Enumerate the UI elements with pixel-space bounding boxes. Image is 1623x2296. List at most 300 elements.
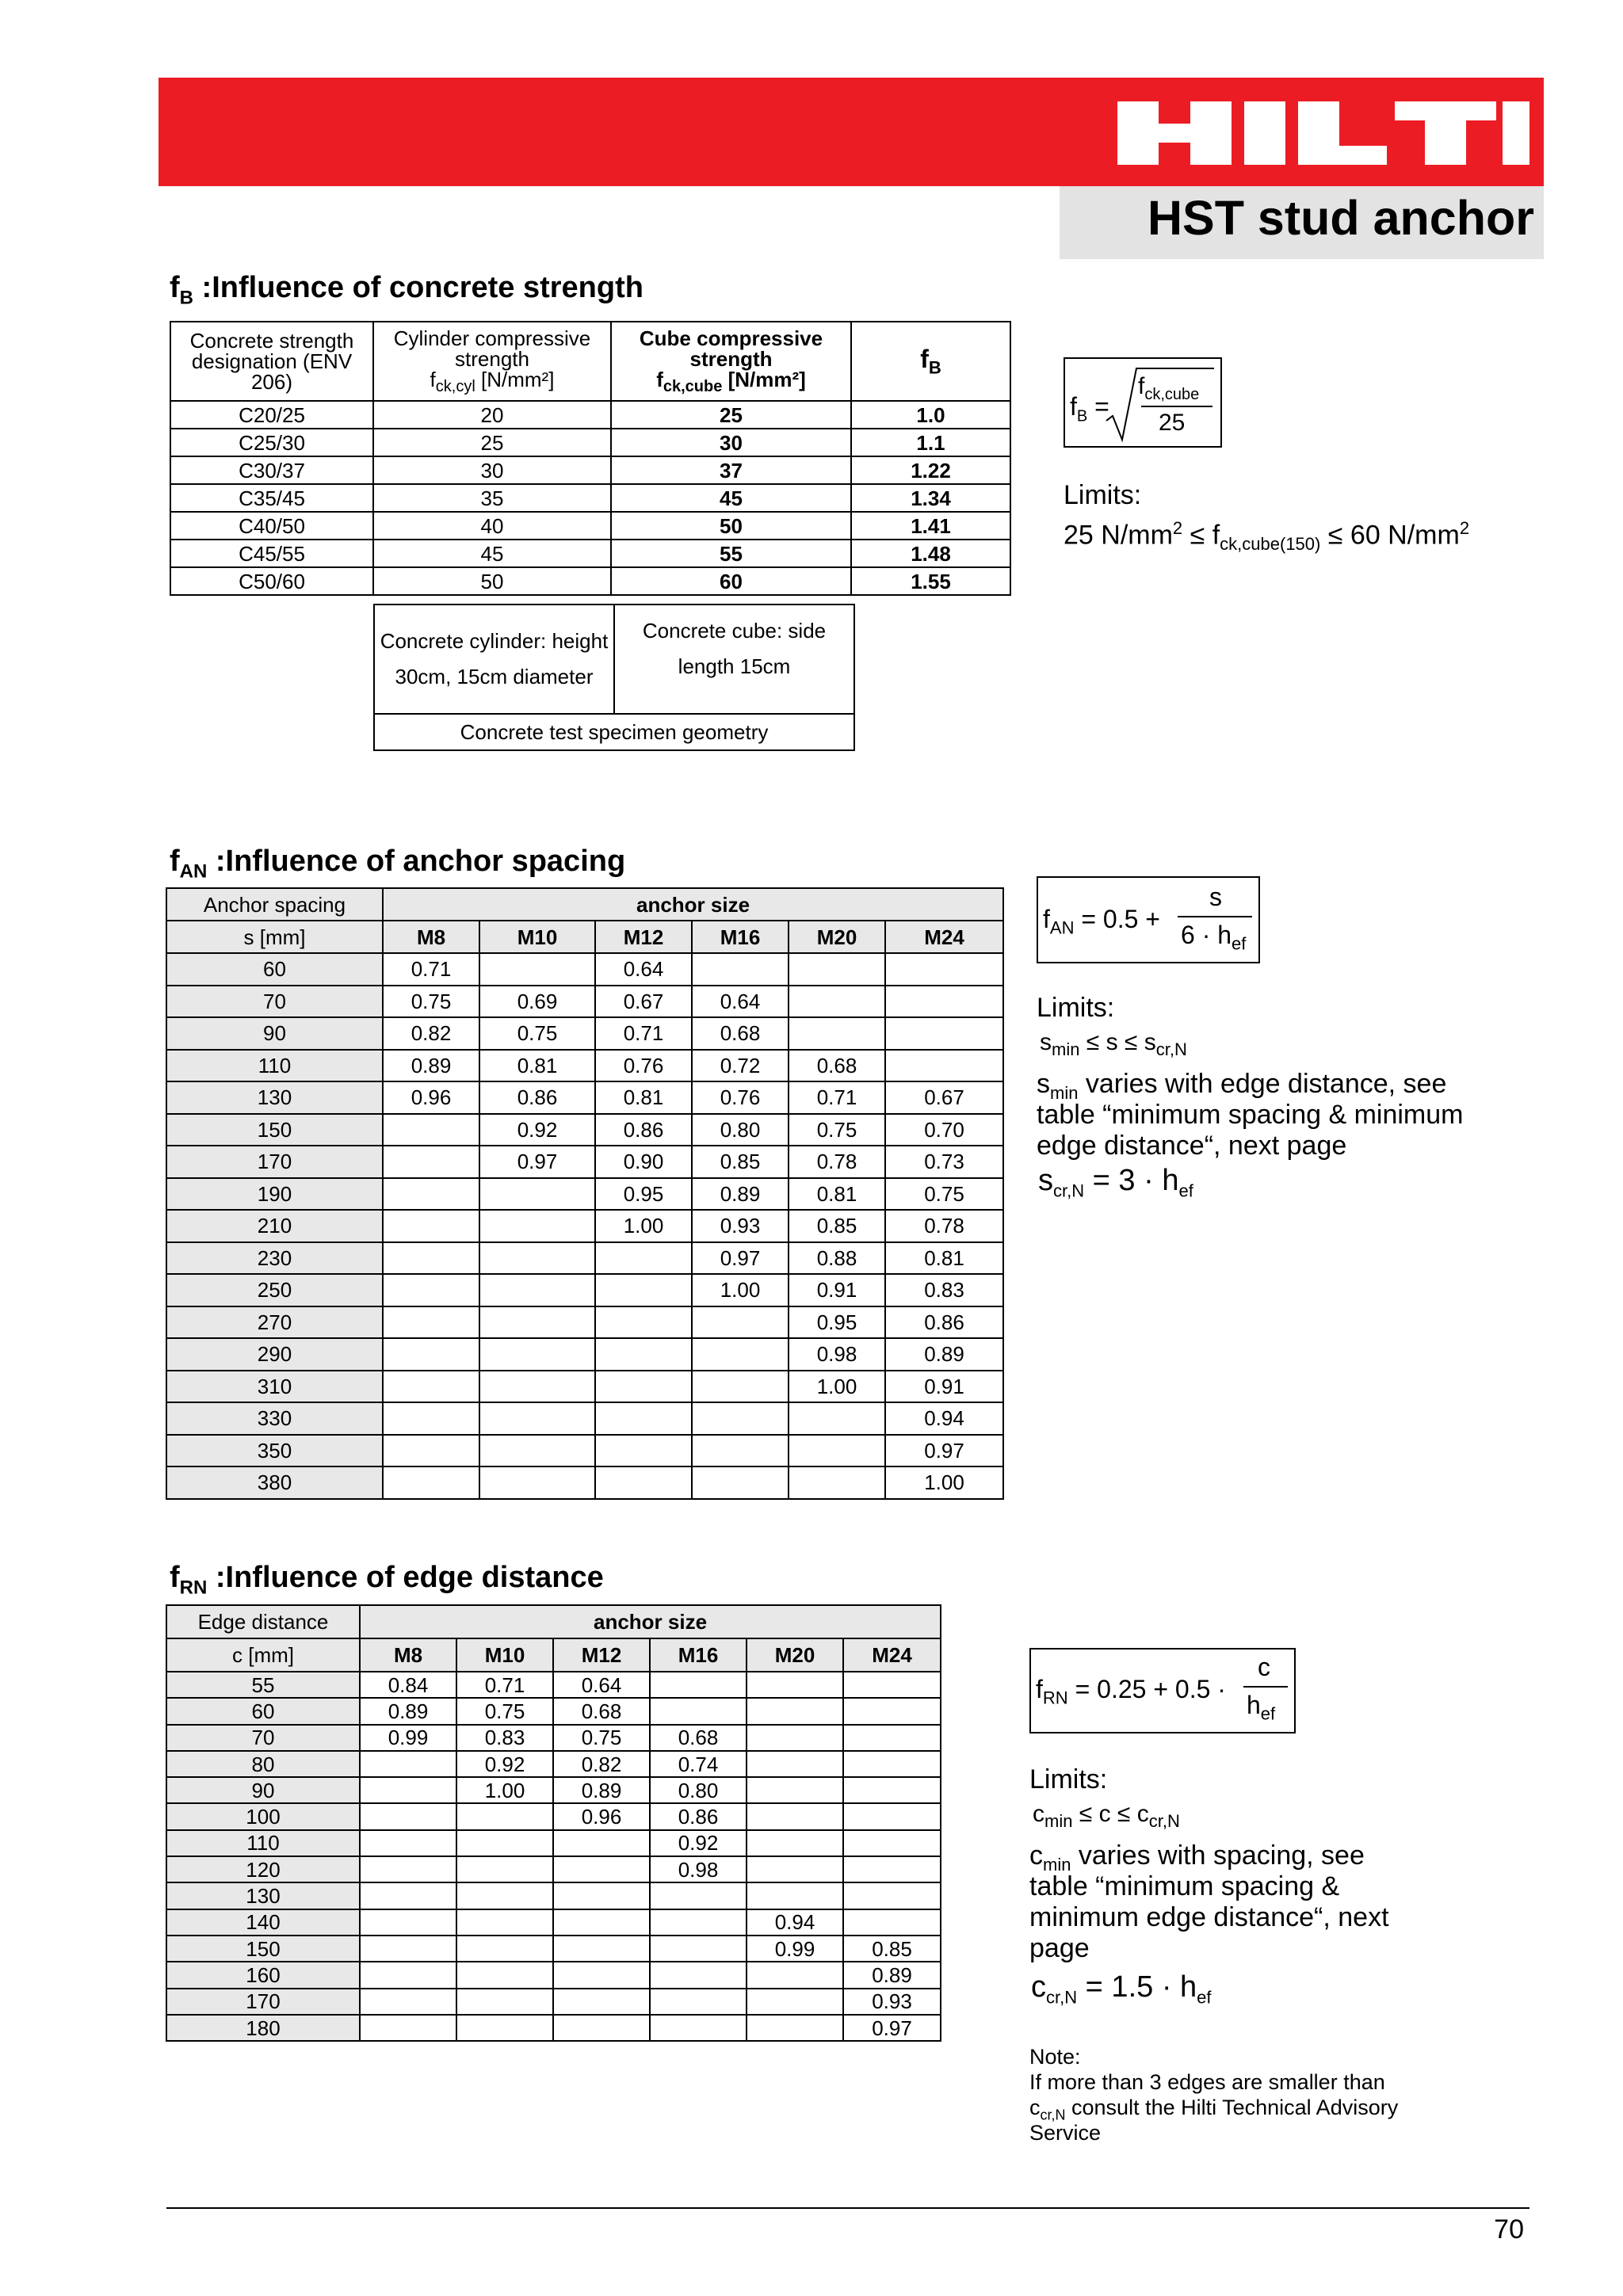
- table-cell: [383, 1371, 479, 1403]
- table-cell: 0.92: [650, 1830, 747, 1856]
- table-cell: [360, 1909, 456, 1936]
- table-cell: 130: [166, 1081, 383, 1114]
- table-cell: 0.71: [383, 953, 479, 986]
- table-row: [170, 484, 1010, 512]
- table-cell: 290: [166, 1338, 383, 1371]
- table-cell: 210: [166, 1210, 383, 1242]
- page-number: 70: [1494, 2214, 1524, 2245]
- table-cell: 0.73: [885, 1146, 1003, 1178]
- table-cell: 50: [611, 512, 851, 540]
- table-cell: [479, 1274, 595, 1306]
- table-cell: [747, 1856, 843, 1882]
- table-cell: [747, 1672, 843, 1698]
- table-cell: [479, 1242, 595, 1275]
- footer-rule: [166, 2207, 1529, 2209]
- table-row: [166, 1936, 941, 1962]
- table-cell: 1.41: [851, 512, 1010, 540]
- table-cell: 0.93: [843, 1989, 941, 2015]
- table-row: [166, 986, 1003, 1018]
- table-cell: 0.89: [360, 1698, 456, 1724]
- table-cell: 25: [373, 429, 611, 456]
- table-cell: 0.95: [595, 1178, 692, 1211]
- table-row: [170, 567, 1010, 595]
- table-cell: [383, 1338, 479, 1371]
- table-cell: 0.99: [747, 1936, 843, 1962]
- fan-scr-formula: $s_{cr,N} = 3 \cdot h_{ef}$: [1038, 1164, 1193, 1201]
- table-cell: [747, 2015, 843, 2041]
- table-row: [170, 512, 1010, 540]
- table-cell: [843, 1777, 941, 1803]
- table-cell: [383, 1466, 479, 1499]
- table-cell: [456, 1830, 553, 1856]
- table-cell: C50/60: [170, 567, 373, 595]
- table-cell: [595, 1338, 692, 1371]
- table-row: [170, 429, 1010, 456]
- table-row: [166, 1672, 941, 1698]
- table-cell: [595, 1371, 692, 1403]
- table-cell: 1.22: [851, 456, 1010, 484]
- table-cell: 270: [166, 1306, 383, 1339]
- table-cell: [553, 1936, 650, 1962]
- table-cell: 0.94: [885, 1402, 1003, 1435]
- table-cell: [383, 1402, 479, 1435]
- table-cell: C35/45: [170, 484, 373, 512]
- table-cell: [479, 1371, 595, 1403]
- table-cell: [456, 1882, 553, 1909]
- frn-head-left-1: Edge distance: [166, 1605, 360, 1638]
- table-cell: 180: [166, 2015, 360, 2041]
- table-cell: [360, 1803, 456, 1829]
- table-cell: [747, 1882, 843, 1909]
- table-cell: 0.89: [885, 1338, 1003, 1371]
- table-cell: [843, 1698, 941, 1724]
- table-cell: 0.78: [789, 1146, 885, 1178]
- table-cell: [747, 1751, 843, 1777]
- table-cell: [360, 1962, 456, 1988]
- table-cell: 170: [166, 1146, 383, 1178]
- fan-table: [166, 887, 1004, 1500]
- table-cell: 140: [166, 1909, 360, 1936]
- table-cell: 80: [166, 1751, 360, 1777]
- table-cell: 130: [166, 1882, 360, 1909]
- specimen-cylinder: Concrete cylinder: height 30cm, 15cm diameter: [374, 605, 614, 714]
- table-row: [170, 456, 1010, 484]
- table-cell: [843, 1803, 941, 1829]
- table-cell: 230: [166, 1242, 383, 1275]
- table-cell: 0.75: [383, 986, 479, 1018]
- table-cell: [747, 1725, 843, 1751]
- table-row: [166, 1882, 941, 1909]
- table-cell: 0.85: [789, 1210, 885, 1242]
- col-header-size: M12: [553, 1638, 650, 1672]
- table-cell: 0.69: [479, 986, 595, 1018]
- frn-formula-lhs: $f_{RN} = 0.25 + 0.5$ ·: [1036, 1675, 1226, 1708]
- table-cell: 45: [611, 484, 851, 512]
- frn-note-line-2: table “minimum spacing &: [1029, 1871, 1340, 1901]
- fan-note-line-2: table “minimum spacing & minimum: [1037, 1100, 1464, 1130]
- table-cell: [650, 1936, 747, 1962]
- table-cell: 0.82: [383, 1017, 479, 1050]
- table-cell: [650, 1698, 747, 1724]
- fan-formula-box: [1037, 876, 1260, 963]
- table-cell: 0.99: [360, 1725, 456, 1751]
- table-cell: [885, 1017, 1003, 1050]
- table-cell: 0.68: [650, 1725, 747, 1751]
- table-cell: [843, 1830, 941, 1856]
- table-cell: [692, 1371, 789, 1403]
- table-cell: 0.92: [479, 1114, 595, 1146]
- table-cell: [553, 1882, 650, 1909]
- table-cell: 0.82: [553, 1751, 650, 1777]
- table-cell: 0.89: [553, 1777, 650, 1803]
- table-cell: 0.86: [650, 1803, 747, 1829]
- frn-head-group: anchor size: [360, 1605, 941, 1638]
- col-header-cube: Cube compressive strength $f_{ck,cube}$ [N/mm²]: [611, 322, 851, 401]
- table-cell: 90: [166, 1777, 360, 1803]
- table-cell: [360, 1777, 456, 1803]
- table-cell: 0.96: [383, 1081, 479, 1114]
- col-header-size: M8: [383, 921, 479, 953]
- table-cell: [383, 1146, 479, 1178]
- table-cell: 50: [373, 567, 611, 595]
- table-cell: 1.34: [851, 484, 1010, 512]
- table-cell: C20/25: [170, 401, 373, 429]
- table-row: [166, 1371, 1003, 1403]
- frn-limits: $c_{min} \le c \le c_{cr,N}$: [1033, 1801, 1180, 1831]
- table-cell: [595, 1402, 692, 1435]
- col-header-size: M24: [885, 921, 1003, 953]
- table-row: [166, 1178, 1003, 1211]
- table-cell: 0.83: [885, 1274, 1003, 1306]
- fb-table: [170, 321, 1011, 596]
- table-cell: [456, 1909, 553, 1936]
- fan-formula-lhs: $f_{AN} = 0.5$ +: [1043, 905, 1160, 938]
- col-header-size: M20: [747, 1638, 843, 1672]
- table-row: [166, 1856, 941, 1882]
- table-cell: [747, 1698, 843, 1724]
- table-cell: 0.97: [843, 2015, 941, 2041]
- table-cell: [650, 1672, 747, 1698]
- table-cell: 0.88: [789, 1242, 885, 1275]
- table-cell: 0.84: [360, 1672, 456, 1698]
- table-cell: 1.00: [595, 1210, 692, 1242]
- table-cell: 0.67: [885, 1081, 1003, 1114]
- table-row: [166, 1989, 941, 2015]
- table-cell: [456, 1803, 553, 1829]
- table-cell: 20: [373, 401, 611, 429]
- table-cell: 0.86: [595, 1114, 692, 1146]
- table-cell: 0.78: [885, 1210, 1003, 1242]
- table-row: [166, 1751, 941, 1777]
- table-cell: [456, 1989, 553, 2015]
- table-cell: 350: [166, 1435, 383, 1467]
- table-cell: 35: [373, 484, 611, 512]
- table-cell: 0.68: [692, 1017, 789, 1050]
- fb-formula-numerator: $f_{ck,cube}$: [1138, 373, 1200, 403]
- table-cell: [360, 1989, 456, 2015]
- table-cell: 330: [166, 1402, 383, 1435]
- col-header-size: M10: [479, 921, 595, 953]
- table-cell: [789, 1466, 885, 1499]
- col-header-size: M16: [650, 1638, 747, 1672]
- table-cell: [692, 1338, 789, 1371]
- specimen-table: [373, 604, 855, 751]
- table-cell: [885, 953, 1003, 986]
- table-cell: 0.96: [553, 1803, 650, 1829]
- table-cell: 0.75: [553, 1725, 650, 1751]
- table-cell: 70: [166, 1725, 360, 1751]
- table-cell: 380: [166, 1466, 383, 1499]
- table-cell: [843, 1725, 941, 1751]
- fan-head-group: anchor size: [383, 888, 1003, 921]
- table-row: [166, 1274, 1003, 1306]
- table-header-row: [170, 322, 1010, 401]
- table-cell: 1.00: [456, 1777, 553, 1803]
- table-cell: 0.68: [553, 1698, 650, 1724]
- document-title: HST stud anchor: [1147, 191, 1534, 245]
- col-header-size: M16: [692, 921, 789, 953]
- table-cell: 0.76: [692, 1081, 789, 1114]
- table-cell: 60: [166, 1698, 360, 1724]
- table-cell: [479, 1402, 595, 1435]
- table-cell: 0.83: [456, 1725, 553, 1751]
- table-cell: 0.64: [692, 986, 789, 1018]
- table-row: [166, 1909, 941, 1936]
- section-title-fan: $f_{AN}$ :Influence of anchor spacing: [170, 845, 626, 883]
- table-row: [170, 401, 1010, 429]
- col-header-size: M12: [595, 921, 692, 953]
- frn-table: [166, 1604, 941, 2042]
- table-row: [166, 2015, 941, 2041]
- table-cell: [553, 2015, 650, 2041]
- table-cell: 1.1: [851, 429, 1010, 456]
- table-cell: [843, 1909, 941, 1936]
- section-title-fb: $f_B$ :Influence of concrete strength: [170, 271, 643, 309]
- table-cell: 0.86: [885, 1306, 1003, 1339]
- table-cell: 0.80: [692, 1114, 789, 1146]
- table-cell: [747, 1989, 843, 2015]
- table-cell: [747, 1777, 843, 1803]
- table-cell: 0.89: [383, 1050, 479, 1082]
- table-cell: 40: [373, 512, 611, 540]
- table-cell: 0.75: [885, 1178, 1003, 1211]
- table-cell: [650, 2015, 747, 2041]
- table-cell: 0.98: [650, 1856, 747, 1882]
- fan-head-left-2: s [mm]: [166, 921, 383, 953]
- table-cell: 0.75: [479, 1017, 595, 1050]
- fb-formula-denominator: 25: [1159, 410, 1186, 436]
- frn-note-text-3: Service: [1029, 2121, 1102, 2145]
- table-cell: 100: [166, 1803, 360, 1829]
- table-cell: [692, 1435, 789, 1467]
- table-cell: [456, 1936, 553, 1962]
- table-cell: 0.85: [843, 1936, 941, 1962]
- table-cell: 30: [373, 456, 611, 484]
- table-row: [166, 1210, 1003, 1242]
- table-cell: [692, 953, 789, 986]
- table-cell: 0.85: [692, 1146, 789, 1178]
- table-cell: [360, 1882, 456, 1909]
- table-cell: [553, 1962, 650, 1988]
- table-cell: [692, 1466, 789, 1499]
- frn-ccr-formula: $c_{cr,N} = 1.5 \cdot h_{ef}$: [1031, 1970, 1212, 2008]
- table-row: [166, 1017, 1003, 1050]
- specimen-cube: Concrete cube: side length 15cm: [614, 605, 854, 714]
- table-cell: 0.75: [789, 1114, 885, 1146]
- table-cell: 0.89: [692, 1178, 789, 1211]
- table-cell: [360, 1830, 456, 1856]
- frn-note-line-1: $c_{min}$ varies with spacing, see: [1029, 1840, 1365, 1875]
- frn-head-left-2: c [mm]: [166, 1638, 360, 1672]
- col-header-size: M20: [789, 921, 885, 953]
- table-cell: 1.00: [789, 1371, 885, 1403]
- table-cell: 0.81: [595, 1081, 692, 1114]
- table-cell: [553, 1830, 650, 1856]
- hilti-logo: [1117, 93, 1529, 173]
- table-cell: 0.95: [789, 1306, 885, 1339]
- table-cell: [456, 2015, 553, 2041]
- table-row: [166, 1830, 941, 1856]
- table-cell: [650, 1989, 747, 2015]
- table-cell: C25/30: [170, 429, 373, 456]
- col-header-designation: Concrete strength designation (ENV 206): [170, 322, 373, 401]
- table-cell: [553, 1856, 650, 1882]
- table-cell: [885, 1050, 1003, 1082]
- table-cell: 1.0: [851, 401, 1010, 429]
- table-cell: 55: [611, 540, 851, 567]
- table-cell: [479, 1435, 595, 1467]
- table-cell: [595, 1274, 692, 1306]
- table-cell: [595, 1242, 692, 1275]
- table-cell: 0.91: [789, 1274, 885, 1306]
- table-cell: [789, 1402, 885, 1435]
- table-cell: [843, 1672, 941, 1698]
- table-cell: 0.81: [885, 1242, 1003, 1275]
- table-row: [166, 1338, 1003, 1371]
- table-cell: 30: [611, 429, 851, 456]
- table-cell: 0.97: [479, 1146, 595, 1178]
- table-cell: [789, 953, 885, 986]
- table-cell: [360, 1936, 456, 1962]
- frn-formula-denominator: $h_{ef}$: [1247, 1691, 1276, 1724]
- table-cell: [360, 1856, 456, 1882]
- table-cell: [650, 1882, 747, 1909]
- table-cell: 0.98: [789, 1338, 885, 1371]
- table-cell: [383, 1274, 479, 1306]
- table-row: [166, 1466, 1003, 1499]
- table-cell: 1.55: [851, 567, 1010, 595]
- table-cell: [360, 1751, 456, 1777]
- table-cell: [479, 953, 595, 986]
- table-cell: [747, 1803, 843, 1829]
- table-cell: 0.89: [843, 1962, 941, 1988]
- table-cell: 0.92: [456, 1751, 553, 1777]
- table-cell: 160: [166, 1962, 360, 1988]
- table-cell: [383, 1210, 479, 1242]
- table-cell: [595, 1435, 692, 1467]
- table-cell: 0.67: [595, 986, 692, 1018]
- specimen-caption: Concrete test specimen geometry: [374, 714, 854, 750]
- table-cell: 0.71: [456, 1672, 553, 1698]
- table-cell: 0.70: [885, 1114, 1003, 1146]
- frn-formula-numerator: c: [1258, 1653, 1270, 1681]
- fan-limits-label: Limits:: [1037, 993, 1115, 1023]
- table-cell: [885, 986, 1003, 1018]
- table-cell: [479, 1306, 595, 1339]
- table-cell: 1.00: [692, 1274, 789, 1306]
- table-row: [170, 540, 1010, 567]
- table-cell: [747, 1830, 843, 1856]
- fb-limits-label: Limits:: [1064, 480, 1142, 510]
- table-row: [166, 1146, 1003, 1178]
- table-cell: [843, 1856, 941, 1882]
- frn-note-text-2: $c_{cr,N}$ consult the Hilti Technical Advisory: [1029, 2096, 1399, 2123]
- table-cell: [479, 1178, 595, 1211]
- table-cell: 37: [611, 456, 851, 484]
- table-cell: [553, 1909, 650, 1936]
- frn-fraction-bar: [1243, 1686, 1288, 1688]
- table-cell: 60: [611, 567, 851, 595]
- table-cell: 0.74: [650, 1751, 747, 1777]
- table-cell: [383, 1178, 479, 1211]
- table-cell: [789, 1017, 885, 1050]
- table-cell: 0.93: [692, 1210, 789, 1242]
- table-cell: 0.71: [595, 1017, 692, 1050]
- table-cell: [456, 1962, 553, 1988]
- fan-limits: $s_{min} \le s \le s_{cr,N}$: [1040, 1029, 1187, 1059]
- table-cell: 0.68: [789, 1050, 885, 1082]
- fan-note-line-3: edge distance“, next page: [1037, 1131, 1347, 1161]
- table-cell: 250: [166, 1274, 383, 1306]
- table-cell: 110: [166, 1050, 383, 1082]
- table-cell: 60: [166, 953, 383, 986]
- table-cell: [479, 1338, 595, 1371]
- table-cell: C40/50: [170, 512, 373, 540]
- table-cell: 0.75: [456, 1698, 553, 1724]
- table-cell: 170: [166, 1989, 360, 2015]
- table-cell: [843, 1751, 941, 1777]
- table-cell: 120: [166, 1856, 360, 1882]
- table-row: [166, 953, 1003, 986]
- table-cell: 0.72: [692, 1050, 789, 1082]
- fan-fraction-bar: [1178, 916, 1252, 917]
- fan-head-left-1: Anchor spacing: [166, 888, 383, 921]
- col-header-size: M24: [843, 1638, 941, 1672]
- table-cell: [692, 1402, 789, 1435]
- table-cell: [595, 1306, 692, 1339]
- table-row: [166, 1435, 1003, 1467]
- table-row: [166, 1402, 1003, 1435]
- table-cell: [692, 1306, 789, 1339]
- frn-formula-box: [1029, 1648, 1296, 1733]
- section-title-frn: $f_{RN}$ :Influence of edge distance: [170, 1561, 604, 1599]
- frn-limits-label: Limits:: [1029, 1764, 1108, 1794]
- table-cell: 0.71: [789, 1081, 885, 1114]
- col-header-size: M10: [456, 1638, 553, 1672]
- table-cell: 90: [166, 1017, 383, 1050]
- table-cell: [843, 1882, 941, 1909]
- table-cell: 1.48: [851, 540, 1010, 567]
- table-cell: 0.97: [692, 1242, 789, 1275]
- table-cell: [383, 1114, 479, 1146]
- table-row: [166, 1698, 941, 1724]
- table-cell: [383, 1242, 479, 1275]
- col-header-cylinder: Cylinder compressive strength $f_{ck,cyl}$ [N/mm²]: [373, 322, 611, 401]
- table-cell: [553, 1989, 650, 2015]
- table-cell: 0.64: [595, 953, 692, 986]
- table-cell: 25: [611, 401, 851, 429]
- table-cell: 45: [373, 540, 611, 567]
